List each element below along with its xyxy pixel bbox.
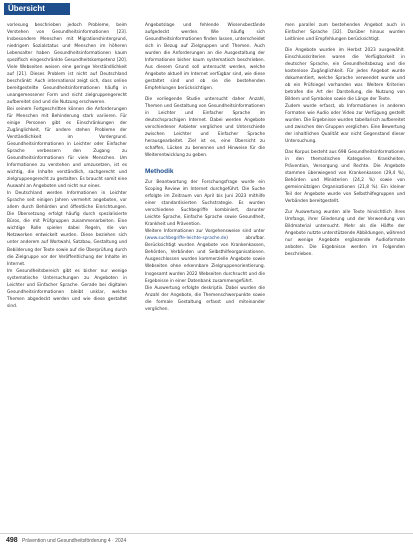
link[interactable]: www.suchbegriffe-leichte-sprache.de <box>146 236 227 242</box>
text-column-1 <box>7 22 127 527</box>
paragraph-text: abrufbar. Berücksichtigt wurden Angebote von Krankenkassen, Behörden, Verbänden und Selbsthilfeorganisationen. Ausgeschlossen wurden kommerzielle Angebote sowie Webseiten ohne erkennbare Zielgruppenorientierung. Insgesamt wurden 2022 Webseiten durchsucht und die Ergebnisse in einer Datenbank zusammengeführt. <box>145 236 265 284</box>
journal-name: Prävention und Gesundheitsförderung 4 · 2024 <box>22 537 127 544</box>
page-number: 498 <box>6 537 18 544</box>
text-column-2 <box>145 22 265 527</box>
paragraph: Zur Auswertung wurden alle Texte hinsichtlich ihres Umfangs, ihrer Gliederung und der Verwendung von Bildmaterial untersucht. Mehr als die Hälfte der Angebote nutzte unterstützende Abbildungen, während nur wenige Angebote ergänzende Audioformate anboten. Die Ergebnisse werden im Folgenden beschrieben. <box>285 210 405 258</box>
paragraph: men parallel zum bestehenden Angebot auch in Einfacher Sprache [32]. Darüber hinaus wurden Leitlinien und Empfehlungen berücksichtigt. <box>285 23 405 43</box>
paragraph-text: Weitere Informationen zur Vorgehensweise sind unter <box>145 229 265 235</box>
paragraph: Die Angebote wurden im Herbst 2023 ausgewählt. Einschlusskriterien waren die Verfügbarkeit in deutscher Sprache, ein Gesundheitsbezug und die kostenlose Zugänglichkeit. Für jedes Angebot wurde dokumentiert, welche Sprache verwendet wurde und ob ein Prüfsiegel vorhanden war. Weitere Kriterien betrafen die Art der Darstellung, die Nutzung von Bildern und Symbolen sowie die Länge der Texte. <box>285 48 405 103</box>
paragraph: In Deutschland werden Informationen in Leichter Sprache seit einigen Jahren vermehrt angeboten, vor allem durch Behörden und öffentliche Einrichtungen. Die Übersetzung erfolgt häufig durch spezialisierte Büros, die mit Prüfgruppen zusammenarbeiten. Eine wichtige Rolle spielen dabei Regeln, die von Netzwerken entwickelt wurden. Diese beziehen sich unter anderem auf Wortwahl, Satzbau, Gestaltung und Bebilderung der Texte sowie auf die Überprüfung durch die Zielgruppe vor der Veröffentlichung der Inhalte im Internet. <box>7 191 127 267</box>
paragraph: Die vorliegende Studie untersucht daher Anzahl, Themen und Gestaltung von Gesundheitsinformationen in Leichter und Einfacher Sprache im deutschsprachigen Internet. Dabei werden Angebote verschiedener Anbieter verglichen und Unterschiede zwischen Leichter und Einfacher Sprache herausgearbeitet. Ziel ist es, eine Übersicht zu schaffen, Lücken zu benennen und Hinweise für die Weiterentwicklung zu geben. <box>145 97 265 159</box>
section-header <box>0 0 413 20</box>
section-tag: Übersicht <box>4 3 70 15</box>
paragraph: Angebotslage und fehlende Wissensbestände aufgedeckt werden. Wie häufig sich Gesundheitsinformationen finden lassen, unterscheidet sich in Bezug auf Zielgruppen und Themen. Auch wurden die Anforderungen an die Ausgestaltung der Informationen bisher kaum systematisch beschrieben. Aus diesem Grund soll untersucht werden, welche Angebote aktuell im Internet verfügbar sind, wie diese gestaltet sind und ob sie die bestehenden Empfehlungen berücksichtigen. <box>145 23 265 92</box>
section-heading-methodik: Methodik <box>145 168 174 176</box>
page-footer <box>0 533 413 548</box>
paragraph: Bei seinem Fortgeschritten können die Anforderungen für Menschen mit Behinderung stark variieren. Für einige Personen gibt es Einschränkungen der Zugänglichkeit, für andere stehen Probleme der Verständlichkeit im Vordergrund. Gesundheitsinformationen in Leichter oder Einfacher Sprache verbessern den Zugang zu Gesundheitsinformationen für viele Menschen. Um Informationen zu verstehen und umzusetzen, ist es wichtig, die Inhalte verständlich, sachgerecht und zielgruppengerecht zu gestalten. Es braucht somit eine Auswahl an Angeboten und nicht nur eines. <box>7 107 127 190</box>
paragraph: Im Gesundheitsbereich gibt es bisher nur wenige systematische Untersuchungen zu Angeboten in Leichter und Einfacher Sprache. Gerade bei digitalen Gesundheitsinformationen bleibt unklar, welche Themen abgedeckt werden und wie diese gestaltet sind. <box>7 268 127 309</box>
text-column-3 <box>285 22 405 527</box>
paragraph: Zur Beantwortung der Forschungsfrage wurde ein Scoping Review im Internet durchgeführt. Die Suche erfolgte im Zeitraum von April bis Juni 2023 mithilfe einer standardisierten Suchstrategie. Es wurden verschiedene Suchbegriffe kombiniert, darunter Leichte Sprache, Einfache Sprache sowie Gesundheit, Krankheit und Prävention. <box>145 180 265 228</box>
paragraph: Das Korpus besteht aus 698 Gesundheitsinformationen in den thematischen Kategorien Krankheiten, Prävention, Versorgung und Rechte. Die Angebote stammen überwiegend von Krankenkassen (29,4 %), Behörden und Ministerien (24,2 %) sowie von gemeinnützigen Organisationen (21,8 %). Ein kleiner Teil der Angebote wurde von Selbsthilfegruppen und Verbänden bereitgestellt. <box>285 150 405 205</box>
paragraph: Weitere Informationen zur Vorgehensweise sind unter (www.suchbegriffe-leichte-sprache.de) abrufbar. Berücksichtigt wurden Angebote von Krankenkassen, Behörden, Verbänden und Selbsthilfeorganisationen. Ausgeschlossen wurden kommerzielle Angebote sowie Webseiten ohne erkennbare Zielgruppenorientierung. Insgesamt wurden 2022 Webseiten durchsucht und die Ergebnisse in einer Datenbank zusammengeführt. <box>145 229 265 284</box>
paragraph: Die Auswertung erfolgte deskriptiv. Dabei wurden die Anzahl der Angebote, die Themenschwerpunkte sowie die formale Gestaltung erfasst und miteinander verglichen. <box>145 285 265 312</box>
paragraph: Zudem wurde erfasst, ob Informationen in anderen Formaten wie Audio oder Video zur Verfügung gestellt wurden. Die Ergebnisse wurden tabellarisch aufbereitet und zwischen den Gruppen verglichen. Eine Bewertung der inhaltlichen Qualität war nicht Gegenstand dieser Untersuchung. <box>285 104 405 145</box>
paragraph: vorlesung beschrieben jedoch Probleme, beim Verstehen von Gesundheitsinformationen [23]. Insbesondere Menschen mit Migrationshintergrund, niedrigem Sozialstatus und Menschen im höheren Lebensalter haben Gesundheitsinformationen kaum spezifisch eingeschränkte Gesundheitskompetenz [20]. Viele Webseiten weisen eine geringe Verständlichkeit auf [21]. Dieses Problem ist nicht auf Deutschland beschränkt: Auch international zeigt sich, dass online bereitgestellte Gesundheitsinformationen häufig in unangemessener Form und nicht zielgruppengerecht aufbereitet sind und die Nutzung erschweren. <box>7 23 127 106</box>
